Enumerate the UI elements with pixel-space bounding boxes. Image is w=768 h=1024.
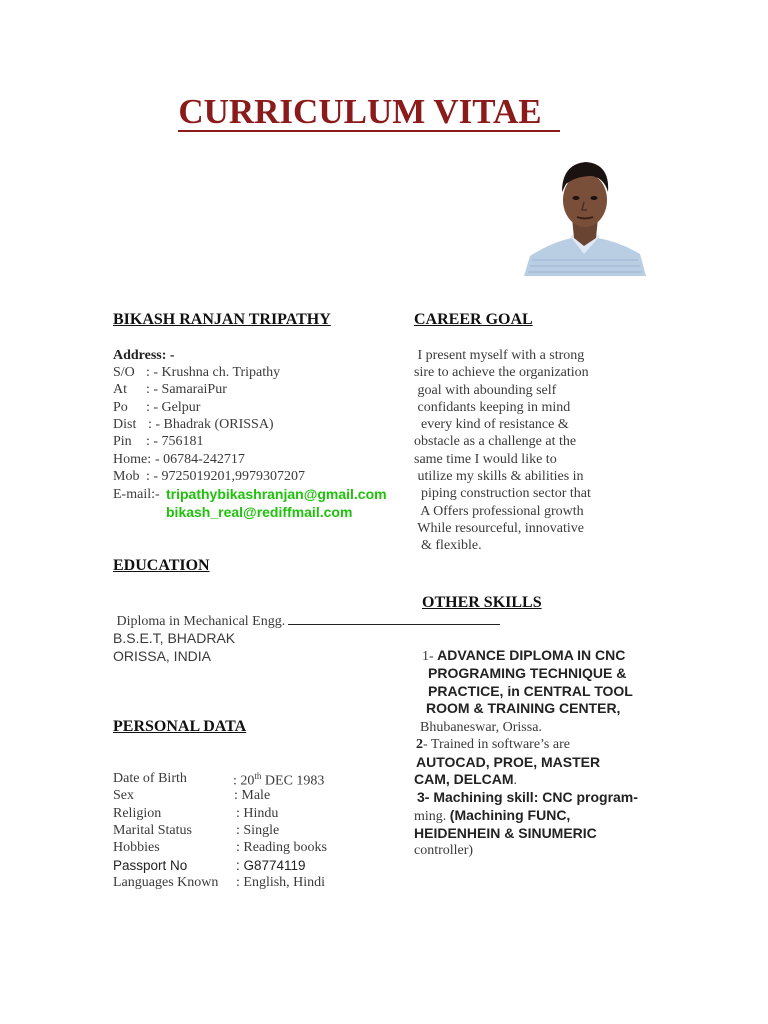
- career-goal-heading: CAREER GOAL: [414, 311, 533, 328]
- skill-1-line: 1- ADVANCE DIPLOMA IN CNC: [422, 647, 626, 664]
- skill-3-line: ming. (Machining FUNC,: [414, 806, 571, 824]
- career-line: same time I would like to: [414, 451, 557, 467]
- address-heading: Address: -: [113, 348, 175, 363]
- personal-data-heading: PERSONAL DATA: [113, 718, 247, 735]
- career-line: obstacle as a challenge at the: [414, 434, 577, 450]
- title-text: CURRICULUM VITAE: [178, 94, 559, 132]
- career-line: While resourceful, innovative: [414, 520, 585, 536]
- name-heading: BIKASH RANJAN TRIPATHY: [113, 311, 331, 328]
- career-line: confidants keeping in mind: [414, 399, 571, 415]
- personal-data-table: Date of Birth : 20th DEC 1983 Sex : Male Religion : Hindu Marital Status : Single Hobbies : Reading books Passport No : G8774119 Languages Known : English, Hindi: [113, 771, 327, 890]
- skills-block: [414, 647, 664, 860]
- skill-3-bold3: HEIDENHEIN & SINUMERIC: [414, 824, 597, 841]
- skill-2-bold: AUTOCAD, PROE, MASTER: [416, 753, 601, 770]
- career-line: & flexible.: [414, 538, 482, 554]
- email-label: E-mail:-: [113, 487, 160, 502]
- career-line: goal with abounding self: [414, 382, 557, 398]
- career-line: every kind of resistance &: [414, 417, 569, 433]
- skill-1-place: Bhubaneswar, Orissa.: [420, 720, 542, 736]
- other-skills-heading: OTHER SKILLS: [422, 594, 542, 611]
- diploma-text: Diploma in Mechanical Engg.: [113, 614, 286, 629]
- career-line: A Offers professional growth: [414, 503, 584, 519]
- portrait-image: [522, 138, 648, 276]
- career-goal-text: [414, 347, 654, 555]
- career-line: piping construction sector that: [414, 486, 591, 502]
- skill-3-end: controller): [414, 843, 474, 859]
- career-line: I present myself with a strong: [414, 348, 585, 363]
- career-line: utilize my skills & abilities in: [414, 469, 584, 485]
- skill-2-bold2: CAM, DELCAM.: [414, 771, 518, 789]
- career-line: sire to achieve the organization: [414, 365, 589, 381]
- education-diploma: [113, 613, 500, 630]
- email-link-rediff[interactable]: bikash_real@rediffmail.com: [166, 504, 353, 520]
- profile-photo: [522, 138, 648, 276]
- skill-1-line: ROOM & TRAINING CENTER,: [426, 699, 621, 716]
- email-link-gmail[interactable]: tripathybikashranjan@gmail.com: [166, 486, 387, 502]
- skill-1-line: PRACTICE, in CENTRAL TOOL: [428, 682, 633, 699]
- underline-blank: [288, 613, 500, 625]
- education-college: B.S.E.T, BHADRAK: [113, 630, 236, 646]
- skill-3-bold: 3- Machining skill: CNC program-: [417, 789, 638, 806]
- education-location: ORISSA, INDIA: [113, 648, 212, 664]
- skill-1-line: PROGRAMING TECHNIQUE &: [428, 665, 627, 682]
- address-block: S/O : - Krushna ch. Tripathy At : - SamaraiPur Po : - Gelpur Dist : - Bhadrak (ORISSA) Pin : - 756181 Home: - 06784-242717 Mob : - 9725019201,9979307207: [113, 365, 306, 484]
- document-title: [0, 92, 768, 132]
- skill-2-line: 2- Trained in software’s are: [416, 737, 570, 753]
- education-heading: EDUCATION: [113, 557, 210, 574]
